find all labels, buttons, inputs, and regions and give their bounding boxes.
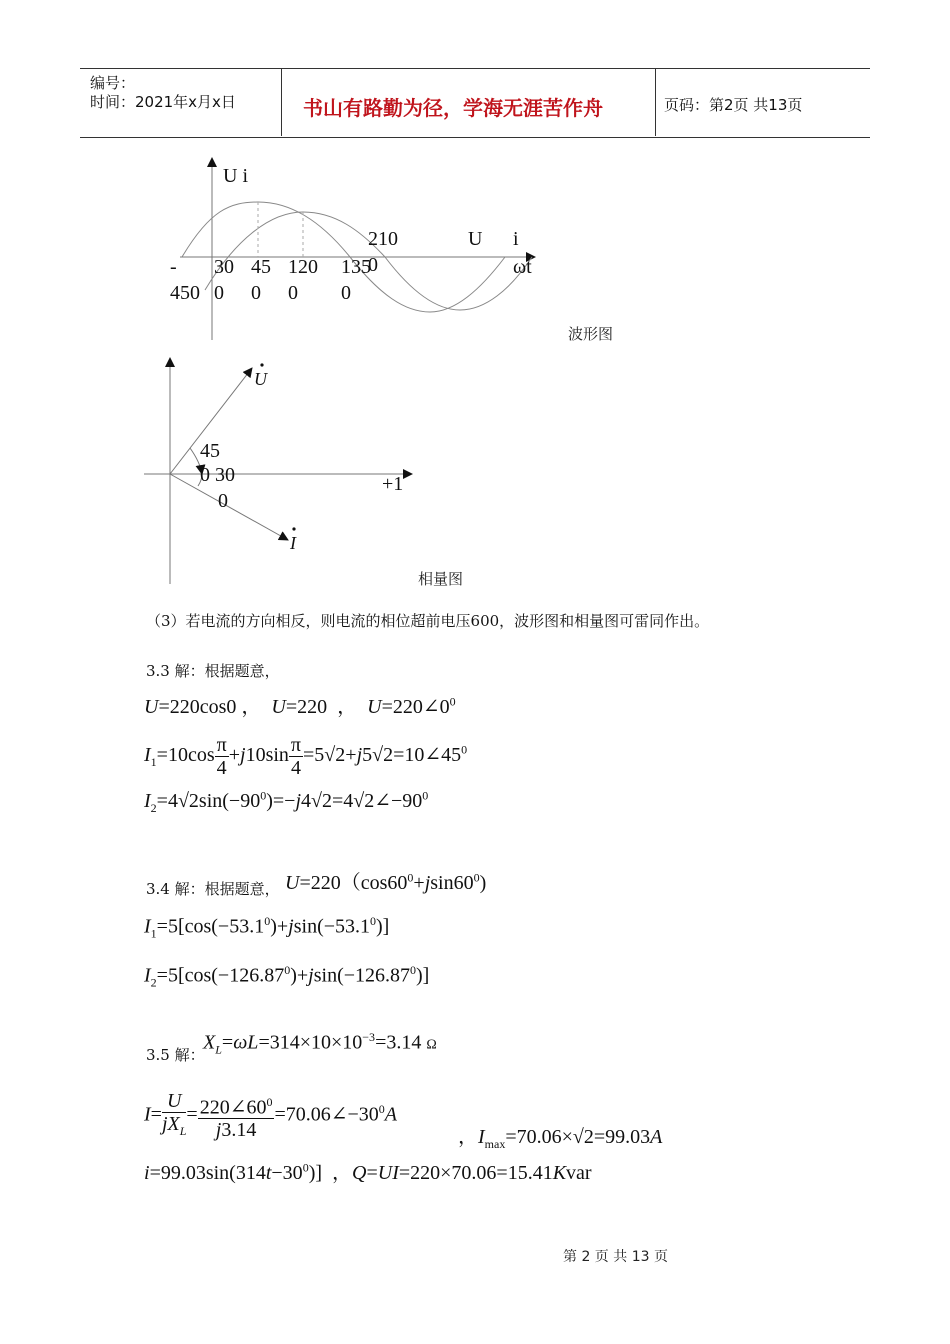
section-3-3-title: 3.3 解：根据题意， [146, 662, 280, 680]
page-footer: 第 2 页 共 13 页 [563, 1249, 668, 1265]
wave-label-U: U [468, 228, 483, 250]
eq-3-4-line3: $I_2=5[\cos(-126.87^0)+jsin(-126.87^0)]$ [144, 963, 430, 990]
eq-3-4-line2: $I_1=5[\cos(-53.1^0)+jsin(-53.1^0)]$ [144, 914, 390, 941]
phasor-diagram [140, 352, 430, 587]
phasor-label-0-30: 0 30 [200, 464, 235, 486]
doc-time-label: 时间：2021年x月x日 [90, 93, 236, 111]
wave-tick: 0 [341, 282, 351, 304]
section-3-4-title: 3.4 解：根据题意， [146, 880, 280, 898]
paragraph-3: （3）若电流的方向相反，则电流的相位超前电压600，波形图和相量图可雷同作出。 [146, 612, 710, 630]
eq-3-3-line3: $I_2=4√2\sin(-90^0)=-j4√2=4√2\angle-90^0$ [144, 788, 429, 815]
waveform-caption: 波形图 [568, 325, 614, 343]
eq-3-5-imax: ，$I_{max}=70.06\times√2=99.03A$ [458, 1126, 663, 1151]
eq-3-5-line2: I= $\frac{U}{jX_L}$ = $\frac{220\angle 60^0}{j3.14}$ $=70.06\angle-30^0A$ [144, 1090, 398, 1142]
wave-axis-label: U i [223, 165, 248, 187]
section-3-5-title: 3.5 解： [146, 1046, 205, 1064]
phasor-caption: 相量图 [418, 570, 464, 588]
phasor-label-U: U [254, 369, 267, 389]
wave-label-wt: ωt [513, 256, 532, 278]
phasor-label-45: 45 [200, 440, 220, 462]
doc-number-label: 编号： [90, 74, 136, 92]
phasor-label-0: 0 [218, 490, 228, 512]
wave-tick: - [170, 256, 177, 278]
header-motto: 书山有路勤为径，学海无涯苦作舟 [303, 96, 603, 120]
phasor-label-plus1: +1 [382, 473, 404, 495]
eq-3-3-line2: $I_1=10\cos$ $\frac{\pi}{4}$ +j10sin $\frac{\pi}{4}$ $=5√2+j5√2=10\angle 45^0$ [144, 734, 468, 779]
wave-tick: 0 [288, 282, 298, 304]
wave-tick: 0 [251, 282, 261, 304]
eq-3-3-line1: U=220cos0 ， U=220 ， $U=220\angle 0^0$ [144, 694, 456, 718]
eq-3-5-line3: $i=99.03\sin(314t-30^0)$] ，Q=UI=220×70.06=15.41Kvar [144, 1160, 592, 1184]
wave-label-210-sup: 0 [368, 254, 378, 276]
wave-tick: 135 [341, 256, 371, 278]
page-indicator: 页码：第2页 共13页 [664, 96, 803, 114]
wave-tick: 45 [251, 256, 271, 278]
header-divider-right [655, 68, 656, 136]
wave-tick: 0 [214, 282, 224, 304]
eq-3-4-line1: $U=220(\cos 60^0+jsin60^0)$ [285, 870, 487, 894]
wave-tick: 120 [288, 256, 318, 278]
wave-tick: 450 [170, 282, 200, 304]
wave-label-210: 210 [368, 228, 398, 250]
waveform-diagram [160, 150, 560, 345]
header-divider-left [281, 68, 282, 136]
eq-3-5-xl: $X_L=\omega L=314\times 10\times 10^{-3}=3.14$ Ω [203, 1030, 437, 1057]
wave-tick: 30 [214, 256, 234, 278]
phasor-label-I: I [290, 533, 296, 553]
wave-label-i: i [513, 228, 519, 250]
